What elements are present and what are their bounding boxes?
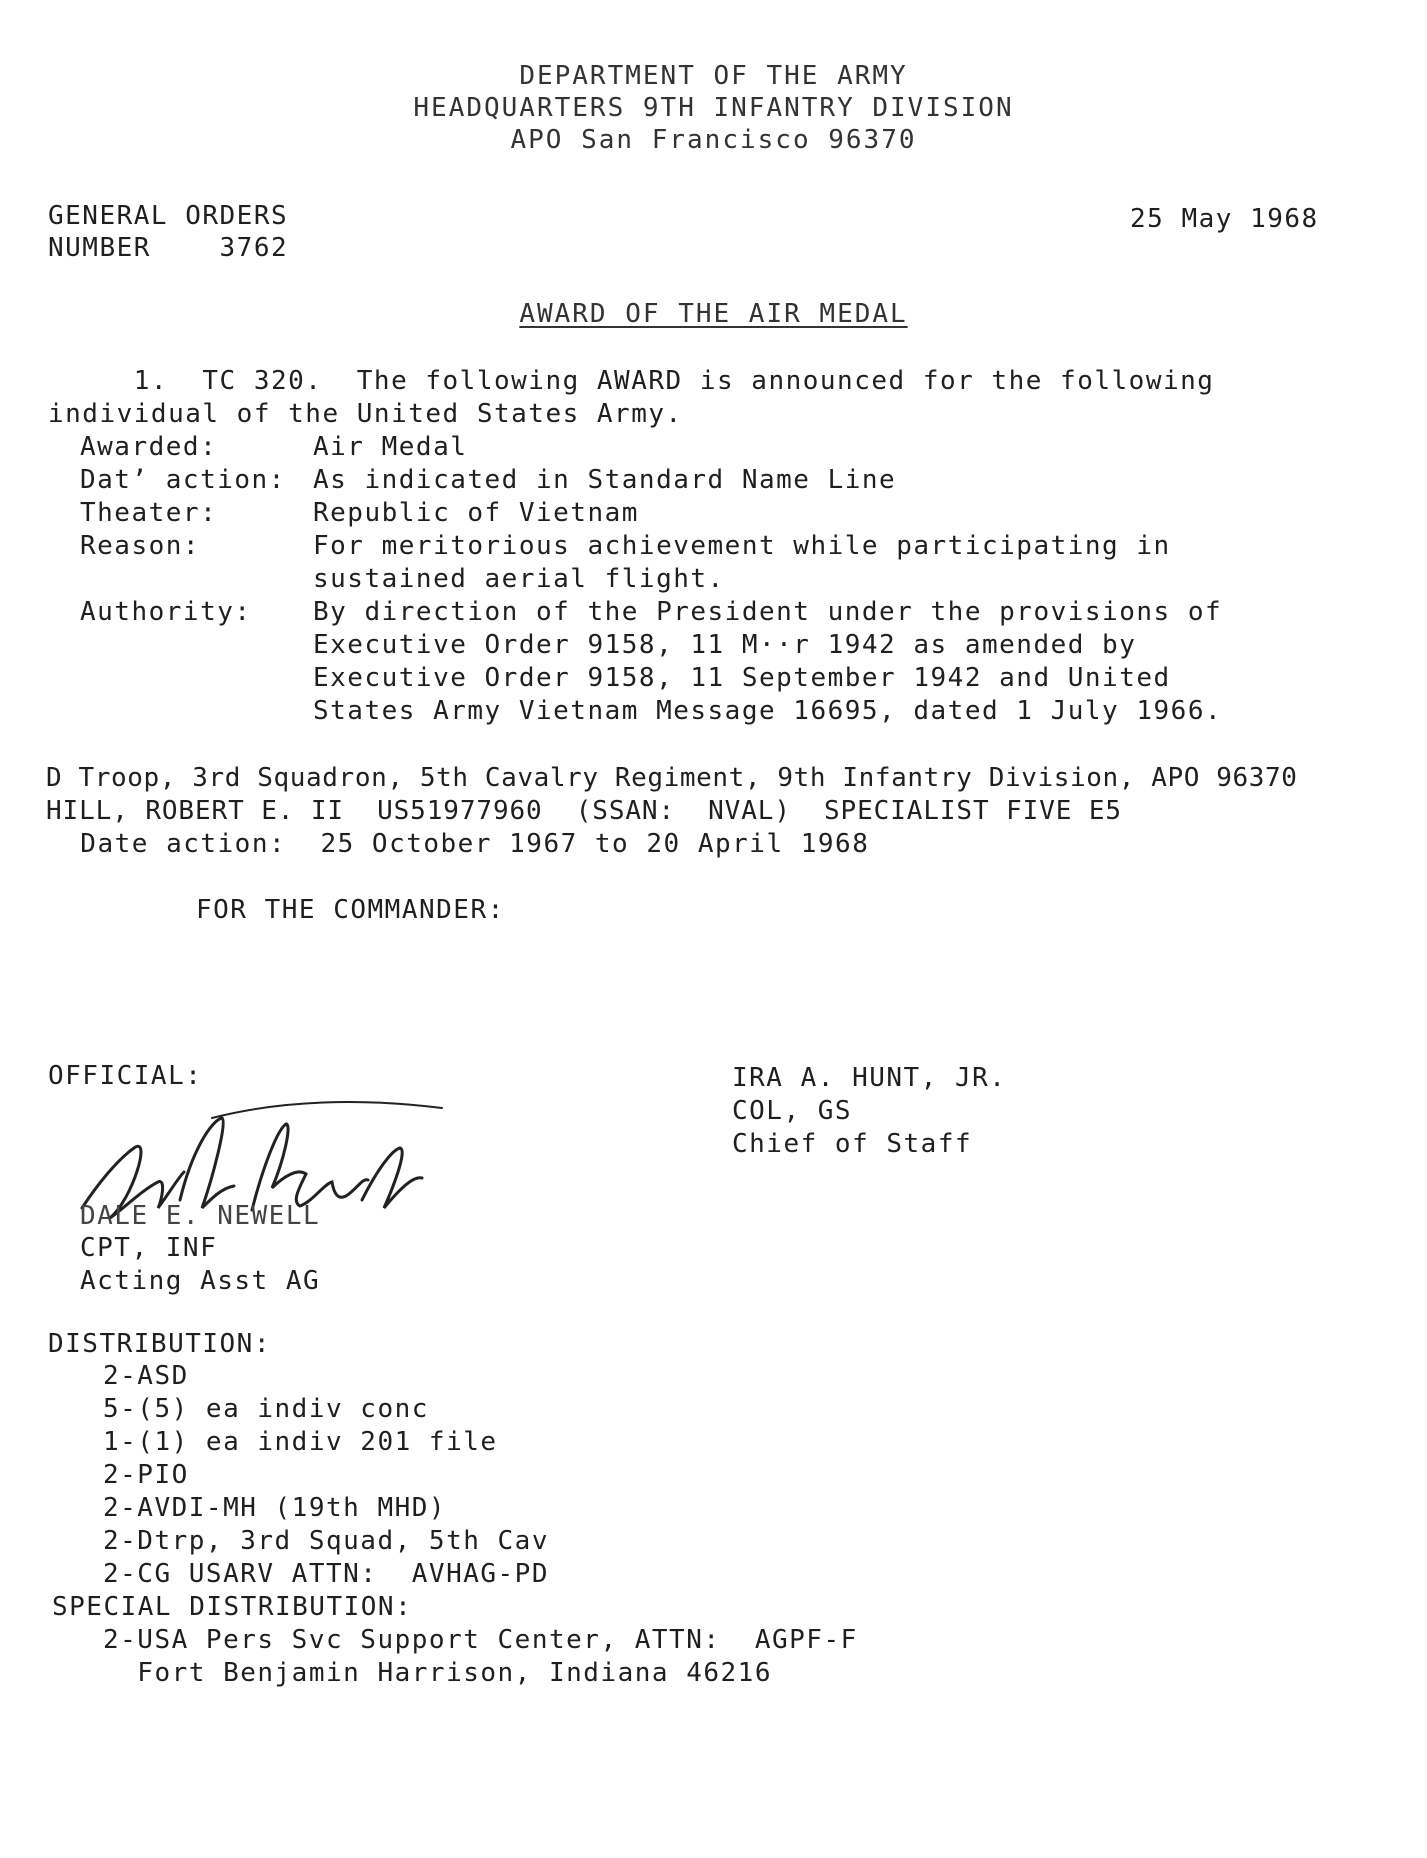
field-label-date-action: Dat’ action:	[80, 465, 286, 495]
distribution-item: 2-PIO	[103, 1460, 189, 1490]
header-headquarters: HEADQUARTERS 9TH INFANTRY DIVISION	[413, 93, 1014, 123]
soldier-line: HILL, ROBERT E. II US51977960 (SSAN: NVAL) SPECIALIST FIVE E5	[46, 796, 1122, 826]
official-name: DALE E. NEWELL	[80, 1201, 321, 1231]
document-title: AWARD OF THE AIR MEDAL	[519, 299, 908, 329]
distribution-item: 5-(5) ea indiv conc	[103, 1394, 429, 1424]
distribution-item: 2-CG USARV ATTN: AVHAG-PD	[103, 1559, 549, 1589]
distribution-item: 2-Dtrp, 3rd Squad, 5th Cav	[103, 1526, 549, 1556]
field-value-awarded: Air Medal	[313, 432, 468, 462]
unit-line: D Troop, 3rd Squadron, 5th Cavalry Regiment, 9th Infantry Division, APO 96370	[46, 763, 1298, 793]
header-apo: APO San Francisco 96370	[510, 125, 917, 155]
field-label-awarded: Awarded:	[80, 432, 218, 462]
special-distribution-label: SPECIAL DISTRIBUTION:	[52, 1592, 413, 1622]
official-rank: CPT, INF	[80, 1233, 218, 1263]
field-label-reason: Reason:	[80, 531, 201, 561]
chief-title: Chief of Staff	[732, 1129, 973, 1159]
field-value-authority-line-3: Executive Order 9158, 11 September 1942 and United	[313, 663, 1171, 693]
field-value-theater: Republic of Vietnam	[313, 498, 639, 528]
for-the-commander: FOR THE COMMANDER:	[196, 895, 505, 925]
orders-number: NUMBER 3762	[48, 233, 289, 263]
official-title: Acting Asst AG	[80, 1266, 321, 1296]
paragraph-line-2: individual of the United States Army.	[48, 399, 683, 429]
field-value-date-action: As indicated in Standard Name Line	[313, 465, 897, 495]
date-action-line: Date action: 25 October 1967 to 20 April 1968	[46, 829, 870, 859]
field-value-reason-line-2: sustained aerial flight.	[313, 564, 725, 594]
official-label: OFFICIAL:	[48, 1061, 203, 1091]
distribution-item: 2-ASD	[103, 1361, 189, 1391]
chief-name: IRA A. HUNT, JR.	[732, 1063, 1007, 1093]
chief-rank: COL, GS	[732, 1096, 853, 1126]
distribution-item: 1-(1) ea indiv 201 file	[103, 1427, 498, 1457]
special-distribution-item: Fort Benjamin Harrison, Indiana 46216	[103, 1658, 772, 1688]
field-value-reason-line-1: For meritorious achievement while participating in	[313, 531, 1171, 561]
distribution-item: 2-AVDI-MH (19th MHD)	[103, 1493, 447, 1523]
field-value-authority-line-4: States Army Vietnam Message 16695, dated 1 July 1966.	[313, 696, 1223, 726]
paragraph-line-1: 1. TC 320. The following AWARD is announced for the following	[48, 366, 1215, 396]
distribution-label: DISTRIBUTION:	[48, 1329, 271, 1359]
special-distribution-item: 2-USA Pers Svc Support Center, ATTN: AGPF-F	[103, 1625, 858, 1655]
field-value-authority-line-2: Executive Order 9158, 11 M··r 1942 as amended by	[313, 630, 1137, 660]
orders-date: 25 May 1968	[1130, 204, 1319, 234]
field-label-theater: Theater:	[80, 498, 218, 528]
field-value-authority-line-1: By direction of the President under the provisions of	[313, 597, 1223, 627]
general-orders-label: GENERAL ORDERS	[48, 201, 289, 231]
field-label-authority: Authority:	[80, 597, 252, 627]
header-department: DEPARTMENT OF THE ARMY	[519, 61, 908, 91]
